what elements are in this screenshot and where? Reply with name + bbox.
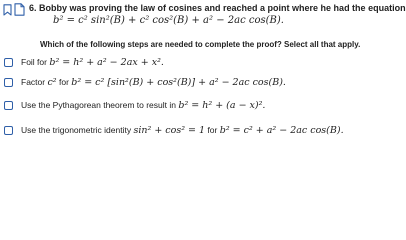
option-2-mid: for <box>58 76 69 87</box>
option-1[interactable] <box>4 54 344 70</box>
option-2[interactable] <box>4 74 344 90</box>
question-prompt: Which of the following steps are needed to complete the proof? Select all that apply. <box>40 40 361 49</box>
option-3-math: b² = h² + (a − x)². <box>178 99 266 111</box>
note-icon[interactable] <box>14 3 25 16</box>
option-1-lead: Foil for <box>21 56 47 67</box>
option-3-checkbox[interactable] <box>4 101 13 110</box>
option-3-label <box>21 100 265 111</box>
option-2-lead: Factor <box>21 76 46 87</box>
question-equation: b² = c² sin²(B) + c² cos²(B) + a² − 2ac cos(B). <box>53 15 284 26</box>
option-4-lead: Use the trigonometric identity <box>21 124 132 135</box>
option-4[interactable] <box>4 122 344 138</box>
option-4-math: sin² + cos² = 1 <box>133 124 206 136</box>
option-3-lead: Use the Pythagorean theorem to result in <box>21 99 176 110</box>
option-2-checkbox[interactable] <box>4 78 13 87</box>
option-1-label <box>21 57 164 68</box>
option-4-mid: for <box>207 124 218 135</box>
question-number: 6. <box>29 3 37 13</box>
option-1-checkbox[interactable] <box>4 58 13 67</box>
option-4-checkbox[interactable] <box>4 126 13 135</box>
option-4-math2: b² = c² + a² − 2ac cos(B). <box>219 124 344 136</box>
question-text: Bobby was proving the law of cosines and reached a point where he had the equation <box>39 3 406 13</box>
option-2-label <box>21 77 286 88</box>
option-3[interactable] <box>4 97 344 113</box>
option-2-math2: b² = c² [sin²(B) + cos²(B)] + a² − 2ac cos(B). <box>71 76 286 88</box>
bookmark-icon[interactable] <box>3 4 12 16</box>
option-4-label <box>21 125 344 136</box>
option-1-math: b² = h² + a² − 2ax + x². <box>49 56 164 68</box>
option-2-math: c² <box>47 76 57 88</box>
